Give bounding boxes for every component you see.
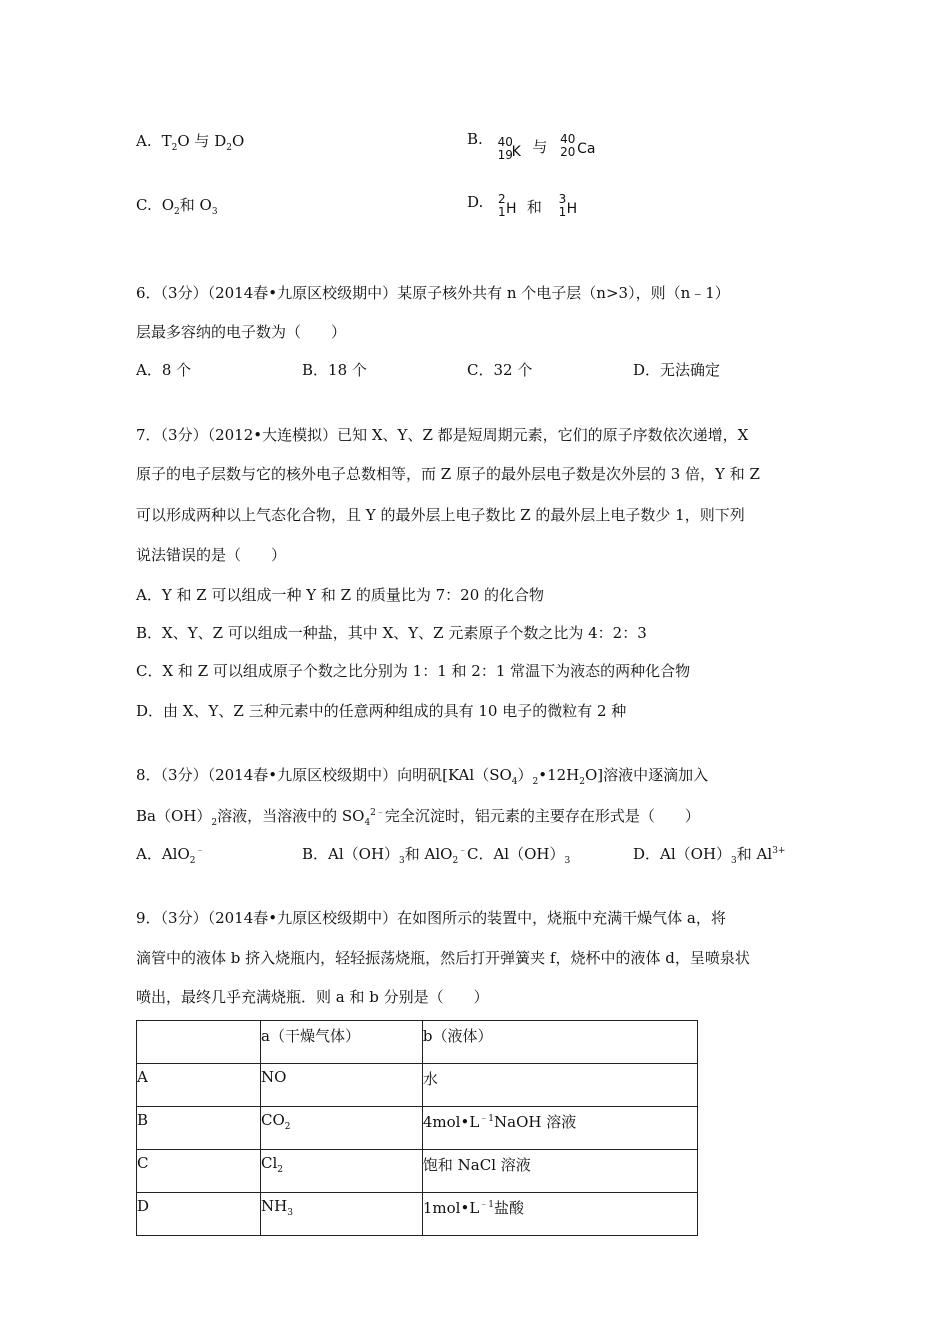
q8-option-b: B．$Al(OH)_3$和 AlO$_2$﹣: [302, 845, 468, 866]
q7-stem-line2: 原子的电子层数与它的核外电子总数相等，而 Z 原子的最外层电子数是次外层的 3 倍，Y 和 Z: [136, 465, 760, 483]
table-header-cell: b（液体）: [422, 1021, 697, 1064]
q7-option-b: B．X、Y、Z 可以组成一种盐，其中 X、Y、Z 元素原子个数之比为 4：2：3: [136, 624, 647, 642]
q5-option-d: D. 2 1 H 和 3 1 H: [467, 193, 575, 223]
row-liquid: 饱和 NaCl 溶液: [422, 1150, 697, 1193]
q8-option-a: A．AlO$_2$﹣: [136, 845, 205, 866]
q5-option-c: C. $O_2$和 $O_3$: [136, 196, 218, 217]
q7-option-c: C．X 和 Z 可以组成原子个数之比分别为 1：1 和 2：1 常温下为液态的两种化合物: [136, 662, 691, 680]
q6-option-c: C．32 个: [467, 361, 533, 379]
row-liquid: $1mol•L^{﹣1}$盐酸: [422, 1193, 697, 1236]
q8-option-d: D．$Al(OH)_3$和 $Al^{3+}$: [633, 845, 786, 866]
q7-stem-line3: 可以形成两种以上气态化合物，且 Y 的最外层上电子数比 Z 的最外层上电子数少 1，则下列: [136, 506, 745, 524]
table-header-cell: a（干燥气体）: [261, 1021, 423, 1064]
table-row: [137, 1064, 698, 1107]
q5-option-a: A. $T_2O$ 与 $D_2O$: [136, 132, 245, 153]
table-row: [137, 1107, 698, 1150]
q9-answer-table: [136, 1020, 698, 1236]
row-label: D: [137, 1193, 261, 1236]
isotope-h3: 3 1 H: [558, 192, 578, 219]
q8-stem-line2: $Ba(OH)_2$溶液，当溶液中的 $SO_4^{2﹣}$完全沉淀时，铝元素的主要存在形式是（ ）: [136, 807, 700, 828]
q7-stem-line4: 说法错误的是（ ）: [136, 546, 287, 564]
table-row: [137, 1193, 698, 1236]
q7-stem-line1: 7．（3分）（2012•大连模拟）已知 X、Y、Z 都是短周期元素，它们的原子序数依次递增，X: [136, 426, 749, 444]
q9-stem-line2: 滴管中的液体 b 挤入烧瓶内，轻轻振荡烧瓶，然后打开弹簧夹 f，烧杯中的液体 d，呈喷泉状: [136, 949, 750, 967]
q6-option-d: D．无法确定: [633, 361, 721, 379]
row-label: A: [137, 1064, 261, 1107]
isotope-h2: 2 1 H: [498, 192, 517, 219]
row-liquid: $4mol•L^{﹣1}NaOH$ 溶液: [422, 1107, 697, 1150]
q9-stem-line1: 9．（3分）（2014春•九原区校级期中）在如图所示的装置中，烧瓶中充满干燥气体 a，将: [136, 909, 726, 927]
q7-option-a: A．Y 和 Z 可以组成一种 Y 和 Z 的质量比为 7：20 的化合物: [136, 586, 545, 604]
q7-option-d: D．由 X、Y、Z 三种元素中的任意两种组成的具有 10 电子的微粒有 2 种: [136, 702, 627, 720]
row-label: B: [137, 1107, 261, 1150]
q8-option-c: C．$Al(OH)_3$: [467, 845, 571, 866]
table-row: [137, 1150, 698, 1193]
isotope-k: 40 19 K: [497, 135, 521, 162]
q8-stem-line1: 8．（3分）（2014春•九原区校级期中）向明矾$[KAl(SO_4)_2•12H_2O]$溶液中逐滴加入: [136, 766, 709, 787]
q6-option-a: A．8 个: [136, 361, 192, 379]
q5-option-b: B. 40 19 K 与 40 20 Ca: [467, 130, 590, 166]
row-label: C: [137, 1150, 261, 1193]
row-liquid: 水: [422, 1064, 697, 1107]
q6-option-b: B．18 个: [302, 361, 367, 379]
q9-stem-line3: 喷出，最终几乎充满烧瓶．则 a 和 b 分别是（ ）: [136, 988, 489, 1006]
row-gas: $Cl_2$: [261, 1150, 423, 1193]
table-header-row: [137, 1021, 698, 1064]
row-gas: $NH_3$: [261, 1193, 423, 1236]
isotope-ca: 40 20 Ca: [560, 132, 596, 159]
row-gas: $CO_2$: [261, 1107, 423, 1150]
q6-stem-line1: 6．（3分）（2014春•九原区校级期中）某原子核外共有 n 个电子层（n>3），则（n﹣1）: [136, 284, 730, 302]
q6-stem-line2: 层最多容纳的电子数为（ ）: [136, 323, 347, 341]
table-header-cell: [137, 1021, 261, 1064]
row-gas: NO: [261, 1064, 423, 1107]
